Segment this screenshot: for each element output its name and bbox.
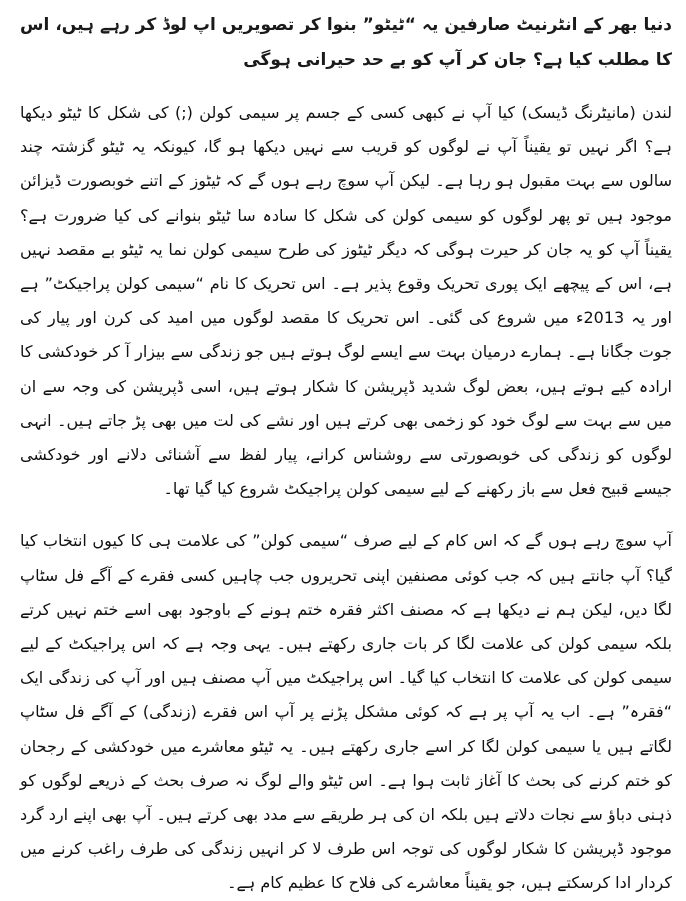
article-paragraph-1: لندن (مانیٹرنگ ڈیسک) کیا آپ نے کبھی کسی کے جسم پر سیمی کولن (;) کی شکل کا ٹیٹو دیکھا ہے؟ اگر نہیں تو یقیناً آپ نے لوگوں کو قریب سے نہیں دیکھا ہو گا، کیونکہ یہ ٹیٹو گزشتہ چند سالوں سے بہت مقبول ہو رہا ہے۔ لیکن آپ سوچ رہے ہوں گے کہ ٹیٹوز کے اتنے خوبصورت ڈیزائن موجود ہیں تو پھر لوگوں کو سیمی کولن کی شکل کا سادہ سا ٹیٹو بنوانے کی کیا ضرورت ہے؟ یقیناً آپ کو یہ جان کر حیرت ہوگی کہ دیگر ٹیٹوز کی طرح سیمی کولن نما یہ ٹیٹو بے مقصد نہیں ہے، اس کے پیچھے ایک پوری تحریک وقوع پذیر ہے۔ اس تحریک کا نام “سیمی کولن پراجیکٹ” ہے اور یہ 2013ء میں شروع کی گئی۔ اس تحریک کا مقصد لوگوں میں امید کی کرن اور پیار کی جوت جگانا ہے۔ ہمارے درمیان بہت سے ایسے لوگ ہوتے ہیں جو زندگی سے بیزار آ کر خودکشی کا ارادہ کیے ہوتے ہیں، بعض لوگ شدید ڈپریشن کا شکار ہوتے ہیں، اسی ڈپریشن کی وجہ سے ان میں سے بہت سے لوگ خود کو زخمی بھی کرتے ہیں اور نشے کی لت میں بھی پڑ جاتے ہیں۔ انہی لوگوں کو زندگی کی خوبصورتی سے روشناس کرانے، پیار لفظ سے آشنائی دلانے اور خودکشی جیسے قبیح فعل سے باز رکھنے کے لیے سیمی کولن پراجیکٹ شروع کیا گیا تھا۔ [20,103,672,499]
article-headline: دنیا بھر کے انٹرنیٹ صارفین یہ “ٹیٹو” بنوا کر تصویریں اپ لوڈ کر رہے ہیں، اس کا مطلب کیا ہے؟ جان کر آپ کو بے حد حیرانی ہوگی [20,15,672,70]
article-paragraph-2: آپ سوچ رہے ہوں گے کہ اس کام کے لیے صرف “سیمی کولن” کی علامت ہی کا کیوں انتخاب کیا گیا؟ آپ جانتے ہیں کہ جب کوئی مصنفین اپنی تحریروں جب چاہیں کسی فقرے کے آگے فل سٹاپ لگا دیں، لیکن ہم نے دیکھا ہے کہ مصنف اکثر فقرہ ختم ہونے کے باوجود بھی اسے ختم نہیں کرتے بلکہ سیمی کولن کی علامت لگا کر بات جاری رکھتے ہیں۔ یہی وجہ ہے کہ اس پراجیکٹ کے لیے سیمی کولن کی علامت کا انتخاب کیا گیا۔ اس پراجیکٹ میں آپ مصنف ہیں اور آپ کی زندگی ایک “فقرہ” ہے۔ اب یہ آپ پر ہے کہ کوئی مشکل پڑنے پر آپ اس فقرے (زندگی) کے آگے فل سٹاپ لگاتے ہیں یا سیمی کولن لگا کر اسے جاری رکھتے ہیں۔ یہ ٹیٹو معاشرے میں خودکشی کے رجحان کو ختم کرنے کی بحث کا آغاز ثابت ہوا ہے۔ اس ٹیٹو والے لوگ نہ صرف بحث کے ذریعے لوگوں کو ذہنی دباؤ سے نجات دلاتے ہیں بلکہ ان کی ہر طریقے سے مدد بھی کرتے ہیں۔ آپ بھی اپنے ارد گرد موجود ڈپریشن کا شکار لوگوں کی توجہ اس طرف لا کر انہیں زندگی کی طرف راغب کرنے میں کردار ادا کرسکتے ہیں، جو یقیناً معاشرے کی فلاح کا عظیم کام ہے۔ [20,531,672,893]
